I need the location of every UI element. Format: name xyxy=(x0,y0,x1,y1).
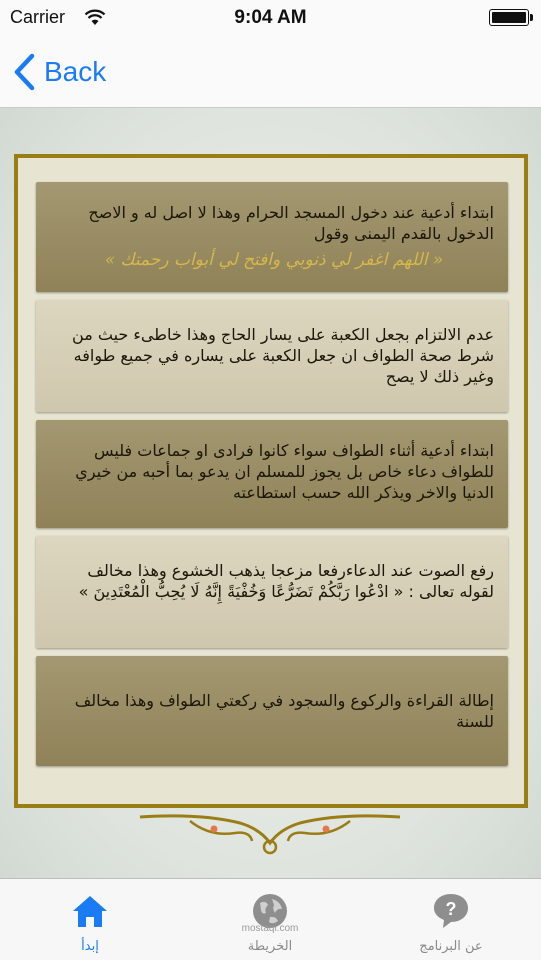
svg-text:?: ? xyxy=(445,899,457,919)
navigation-bar xyxy=(0,36,541,108)
list-item xyxy=(36,300,508,412)
carrier-label: Carrier xyxy=(10,7,66,27)
content-frame xyxy=(14,154,528,808)
list-item xyxy=(36,656,508,766)
tab-start[interactable] xyxy=(0,879,180,960)
card-text: رفع الصوت عند الدعاءرفعا مزعجا يذهب الخشوع وهذا مخالف لقوله تعالى : « ادْعُوا رَبَّكُمْ تَضَرُّعًا وَخُفْيَةً إِنَّهُ لَا يُحِبُّ الْمُعْتَدِينَ » xyxy=(78,561,494,601)
ornament-decoration xyxy=(130,803,410,861)
list-item xyxy=(36,536,508,648)
list-item xyxy=(36,420,508,528)
card-text: عدم الالتزام بجعل الكعبة على يسار الحاج وهذا خاطىء حيث من شرط صحة الطواف ان جعل الكعبة على يساره في جميع طوافه وغير ذلك لا يصح xyxy=(72,325,494,386)
tab-bar xyxy=(0,878,541,960)
status-bar xyxy=(0,0,541,36)
back-button[interactable] xyxy=(12,50,106,94)
chevron-left-icon xyxy=(12,53,36,91)
content-area xyxy=(0,108,541,878)
card-text: ابتداء أدعية عند دخول المسجد الحرام وهذا لا اصل له و الاصح الدخول بالقدم اليمنى وقول xyxy=(88,203,494,243)
tab-label: الخريطة xyxy=(247,939,293,954)
tab-label: عن البرنامج xyxy=(419,939,483,954)
tab-label: إبدأ xyxy=(81,939,99,954)
status-time: 9:04 AM xyxy=(234,7,307,28)
tab-about[interactable] xyxy=(361,879,541,960)
card-dua: « اللهم اغفر لي ذنوبي وافتح لي أبواب رحمتك » xyxy=(104,250,444,270)
battery-icon xyxy=(489,9,529,26)
back-label: Back xyxy=(44,56,107,87)
card-text: ابتداء أدعية أثناء الطواف سواء كانوا فرادى او جماعات فليس للطواف دعاء خاص بل يجوز للمسلم ان يدعو بما أحبه من خيري الدنيا والاخر ويذكر الله حسب استطاعته xyxy=(75,441,494,502)
tab-map[interactable] xyxy=(180,879,360,960)
home-icon xyxy=(70,891,110,931)
list-item xyxy=(36,182,508,292)
watermark-text: mostaql.com xyxy=(241,923,299,934)
question-icon xyxy=(431,891,471,931)
card-text: إطالة القراءة والركوع والسجود في ركعتي الطواف وهذا مخالف للسنة xyxy=(74,691,494,731)
